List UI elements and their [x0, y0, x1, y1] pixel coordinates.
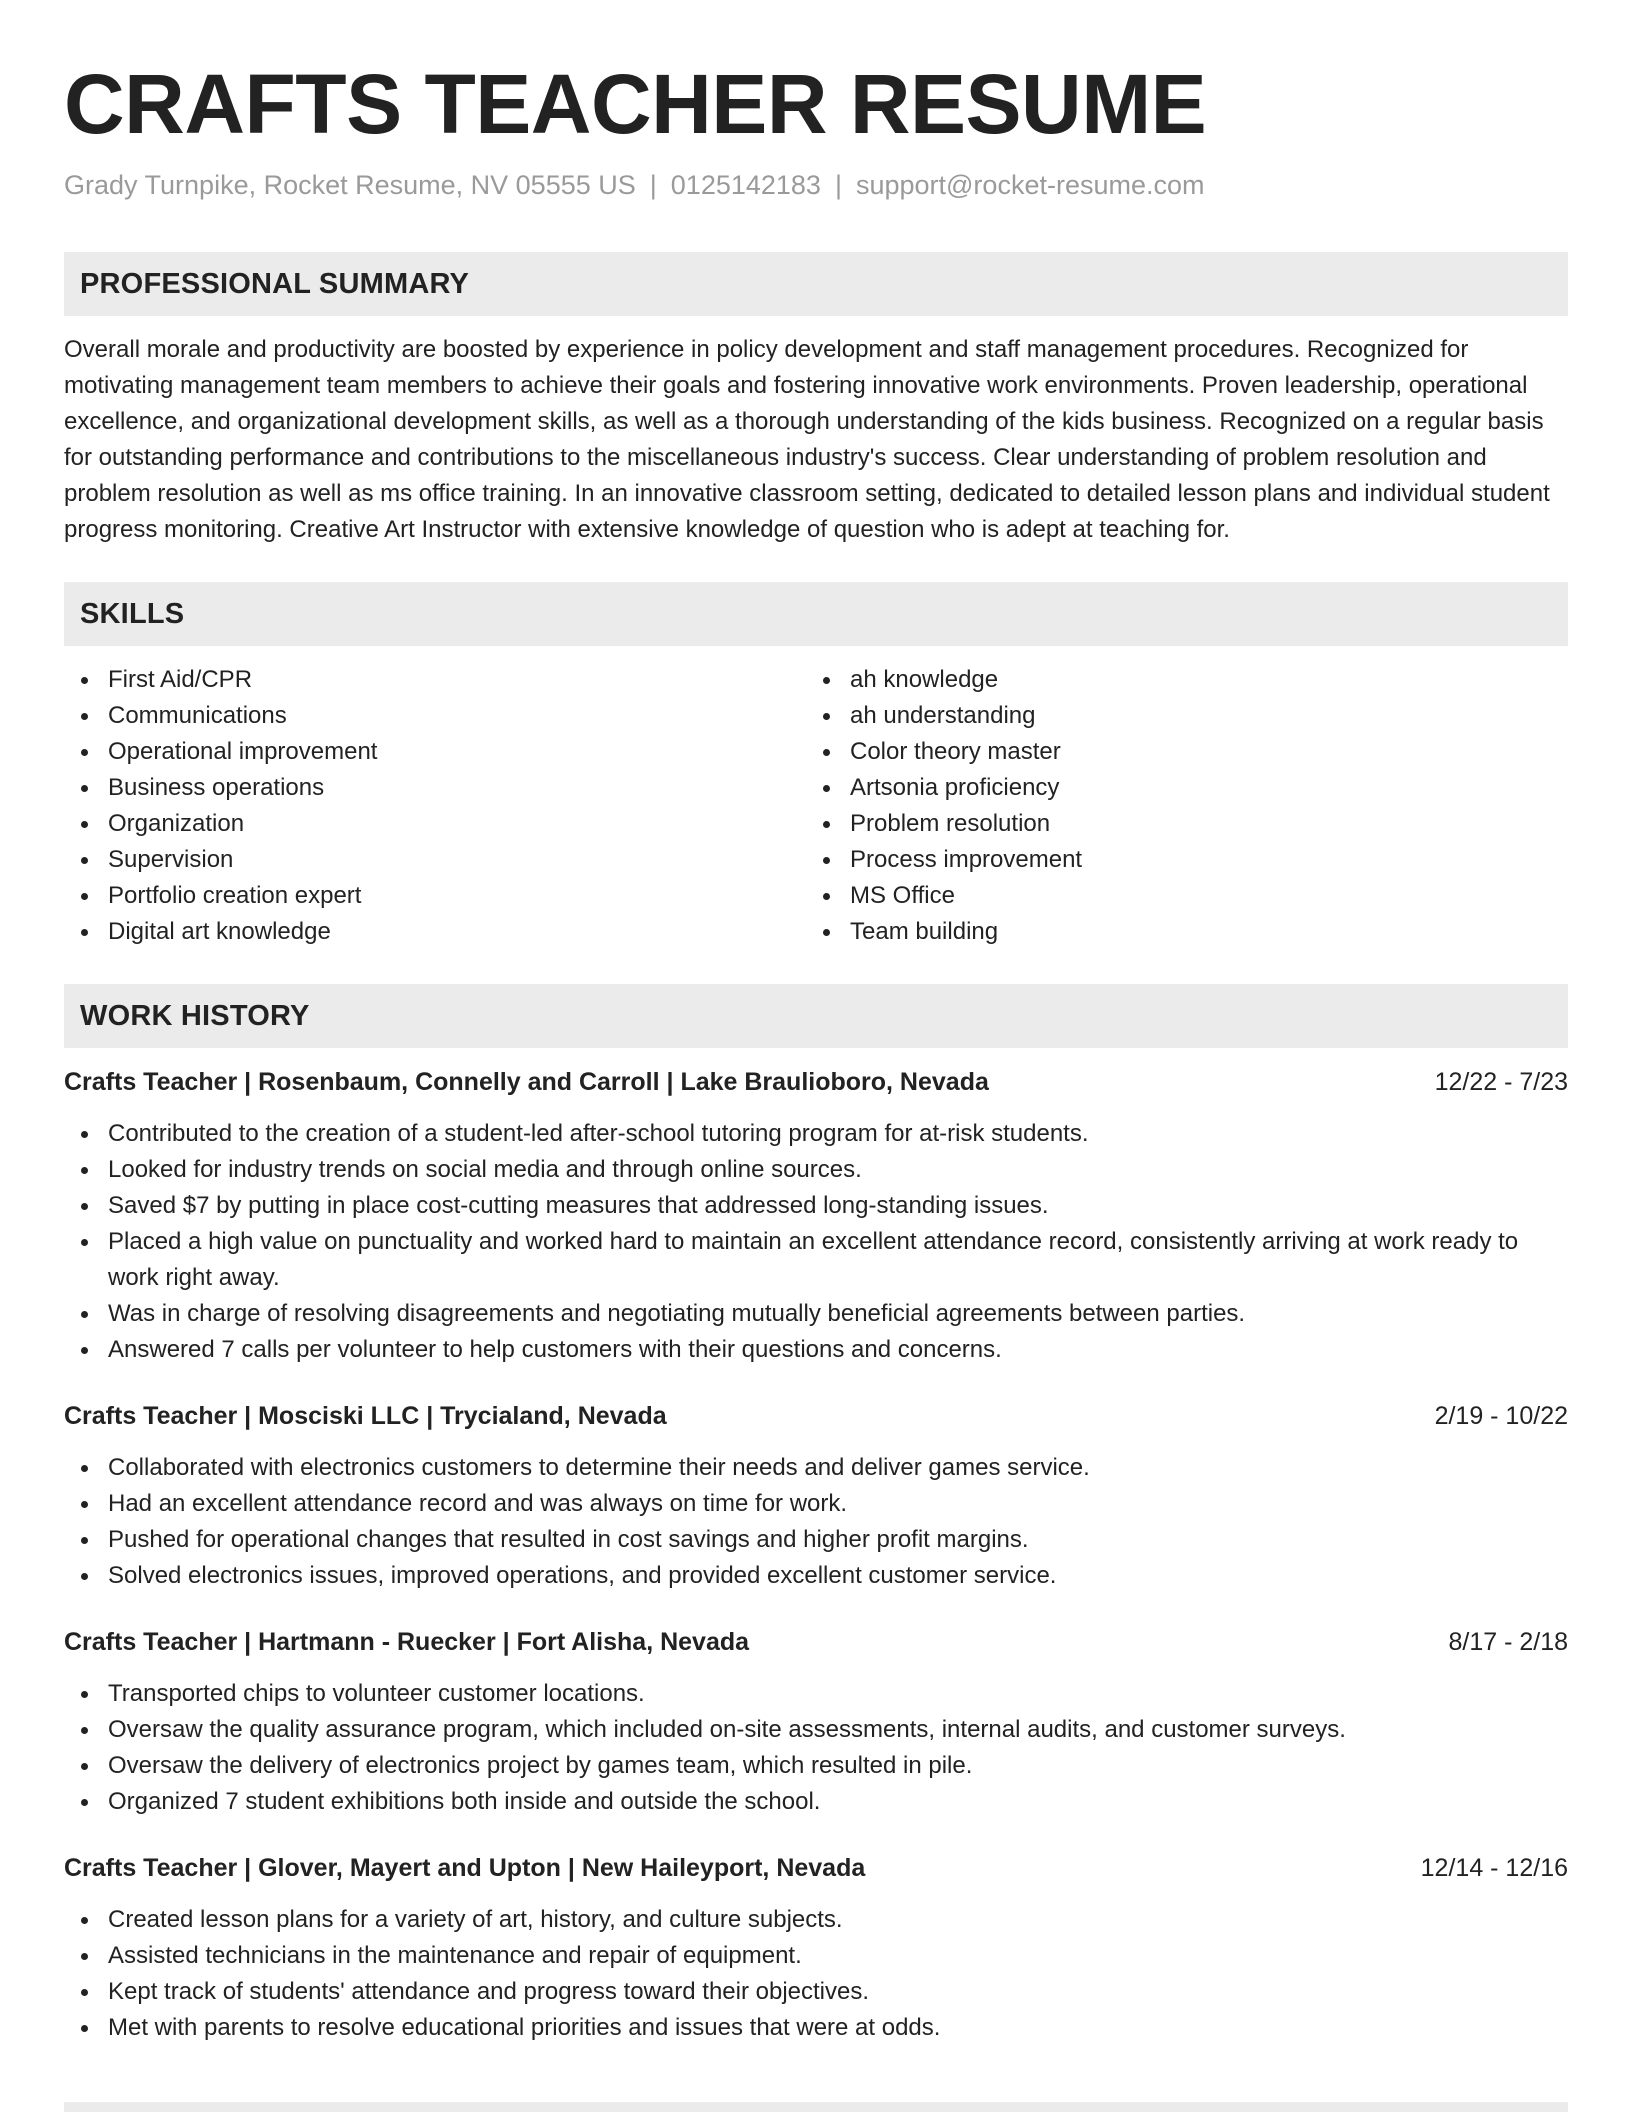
resume-page	[64, 0, 1568, 2046]
skill-item: MS Office	[850, 878, 1548, 914]
job-bullet: Saved $7 by putting in place cost-cutting measures that addressed long-standing issues.	[108, 1188, 1568, 1224]
job-bullet: Had an excellent attendance record and was always on time for work.	[108, 1486, 1568, 1522]
job-bullet: Transported chips to volunteer customer locations.	[108, 1676, 1568, 1712]
skills-column-left	[64, 662, 806, 950]
job-title: Crafts Teacher | Mosciski LLC | Trycialand, Nevada	[64, 1402, 667, 1430]
skill-item: Color theory master	[850, 734, 1548, 770]
job-bullet: Contributed to the creation of a student-led after-school tutoring program for at-risk students.	[108, 1116, 1568, 1152]
next-section-heading-bar	[64, 2102, 1568, 2112]
job-entry	[64, 1398, 1568, 1594]
skill-item: First Aid/CPR	[108, 662, 806, 698]
skill-item: Team building	[850, 914, 1548, 950]
job-bullet: Oversaw the delivery of electronics project by games team, which resulted in pile.	[108, 1748, 1568, 1784]
job-bullet: Looked for industry trends on social media and through online sources.	[108, 1152, 1568, 1188]
job-bullet: Placed a high value on punctuality and worked hard to maintain an excellent attendance record, consistently arriving at work ready to work right away.	[108, 1224, 1568, 1296]
contact-address: Grady Turnpike, Rocket Resume, NV 05555 US	[64, 170, 636, 200]
skill-item: Operational improvement	[108, 734, 806, 770]
job-bullets	[64, 1676, 1568, 1820]
contact-separator: |	[649, 170, 657, 200]
skill-item: Digital art knowledge	[108, 914, 806, 950]
skill-item: Communications	[108, 698, 806, 734]
job-bullet: Collaborated with electronics customers to determine their needs and deliver games service.	[108, 1450, 1568, 1486]
skill-item: Process improvement	[850, 842, 1548, 878]
skill-item: Supervision	[108, 842, 806, 878]
job-header	[64, 1850, 1568, 1886]
job-bullet: Assisted technicians in the maintenance and repair of equipment.	[108, 1938, 1568, 1974]
job-dates: 12/14 - 12/16	[1420, 1854, 1568, 1882]
job-bullet: Oversaw the quality assurance program, which included on-site assessments, internal audits, and customer surveys.	[108, 1712, 1568, 1748]
job-entry	[64, 1064, 1568, 1368]
contact-phone: 0125142183	[670, 170, 821, 200]
job-header	[64, 1398, 1568, 1434]
job-title: Crafts Teacher | Hartmann - Ruecker | Fort Alisha, Nevada	[64, 1628, 750, 1656]
job-bullet: Answered 7 calls per volunteer to help customers with their questions and concerns.	[108, 1332, 1568, 1368]
summary-text: Overall morale and productivity are boosted by experience in policy development and staff management procedures. Recognized for motivating management team members to achieve their goals and fostering innovative work environments. Proven leadership, operational excellence, and organizational development skills, as well as a thorough understanding of the kids business. Recognized on a regular basis for outstanding performance and contributions to the miscellaneous industry's success. Clear understanding of problem resolution and problem resolution as well as ms office training. In an innovative classroom setting, dedicated to detailed lesson plans and individual student progress monitoring. Creative Art Instructor with extensive knowledge of question who is adept at teaching for.	[64, 336, 1550, 543]
job-entry	[64, 1850, 1568, 2046]
skill-item: Organization	[108, 806, 806, 842]
job-header	[64, 1064, 1568, 1100]
job-dates: 2/19 - 10/22	[1434, 1402, 1568, 1430]
job-entry	[64, 1624, 1568, 1820]
job-bullets	[64, 1116, 1568, 1368]
job-title: Crafts Teacher | Rosenbaum, Connelly and Carroll | Lake Braulioboro, Nevada	[64, 1068, 989, 1096]
job-bullet: Pushed for operational changes that resulted in cost savings and higher profit margins.	[108, 1522, 1568, 1558]
skill-item: Problem resolution	[850, 806, 1548, 842]
skill-item: Portfolio creation expert	[108, 878, 806, 914]
skill-item: ah knowledge	[850, 662, 1548, 698]
job-bullet: Kept track of students' attendance and progress toward their objectives.	[108, 1974, 1568, 2010]
job-dates: 8/17 - 2/18	[1448, 1628, 1568, 1656]
resume-title: CRAFTS TEACHER RESUME	[64, 57, 1207, 151]
job-dates: 12/22 - 7/23	[1434, 1068, 1568, 1096]
contact-separator: |	[834, 170, 842, 200]
job-bullet: Met with parents to resolve educational priorities and issues that were at odds.	[108, 2010, 1568, 2046]
contact-line	[64, 168, 1568, 202]
section-heading-skills: SKILLS	[64, 582, 1568, 646]
skill-item: Artsonia proficiency	[850, 770, 1548, 806]
job-bullet: Solved electronics issues, improved operations, and provided excellent customer service.	[108, 1558, 1568, 1594]
job-bullet: Was in charge of resolving disagreements and negotiating mutually beneficial agreements between parties.	[108, 1296, 1568, 1332]
job-title: Crafts Teacher | Glover, Mayert and Upton | New Haileyport, Nevada	[64, 1854, 866, 1882]
section-heading-work-history: WORK HISTORY	[64, 984, 1568, 1048]
contact-email: support@rocket-resume.com	[855, 170, 1205, 200]
skills-column-right	[806, 662, 1548, 950]
job-header	[64, 1624, 1568, 1660]
job-bullet: Created lesson plans for a variety of art, history, and culture subjects.	[108, 1902, 1568, 1938]
job-bullets	[64, 1450, 1568, 1594]
skill-item: Business operations	[108, 770, 806, 806]
skills-list	[64, 662, 1568, 950]
job-bullets	[64, 1902, 1568, 2046]
skill-item: ah understanding	[850, 698, 1548, 734]
job-bullet: Organized 7 student exhibitions both inside and outside the school.	[108, 1784, 1568, 1820]
section-heading-summary: PROFESSIONAL SUMMARY	[64, 252, 1568, 316]
